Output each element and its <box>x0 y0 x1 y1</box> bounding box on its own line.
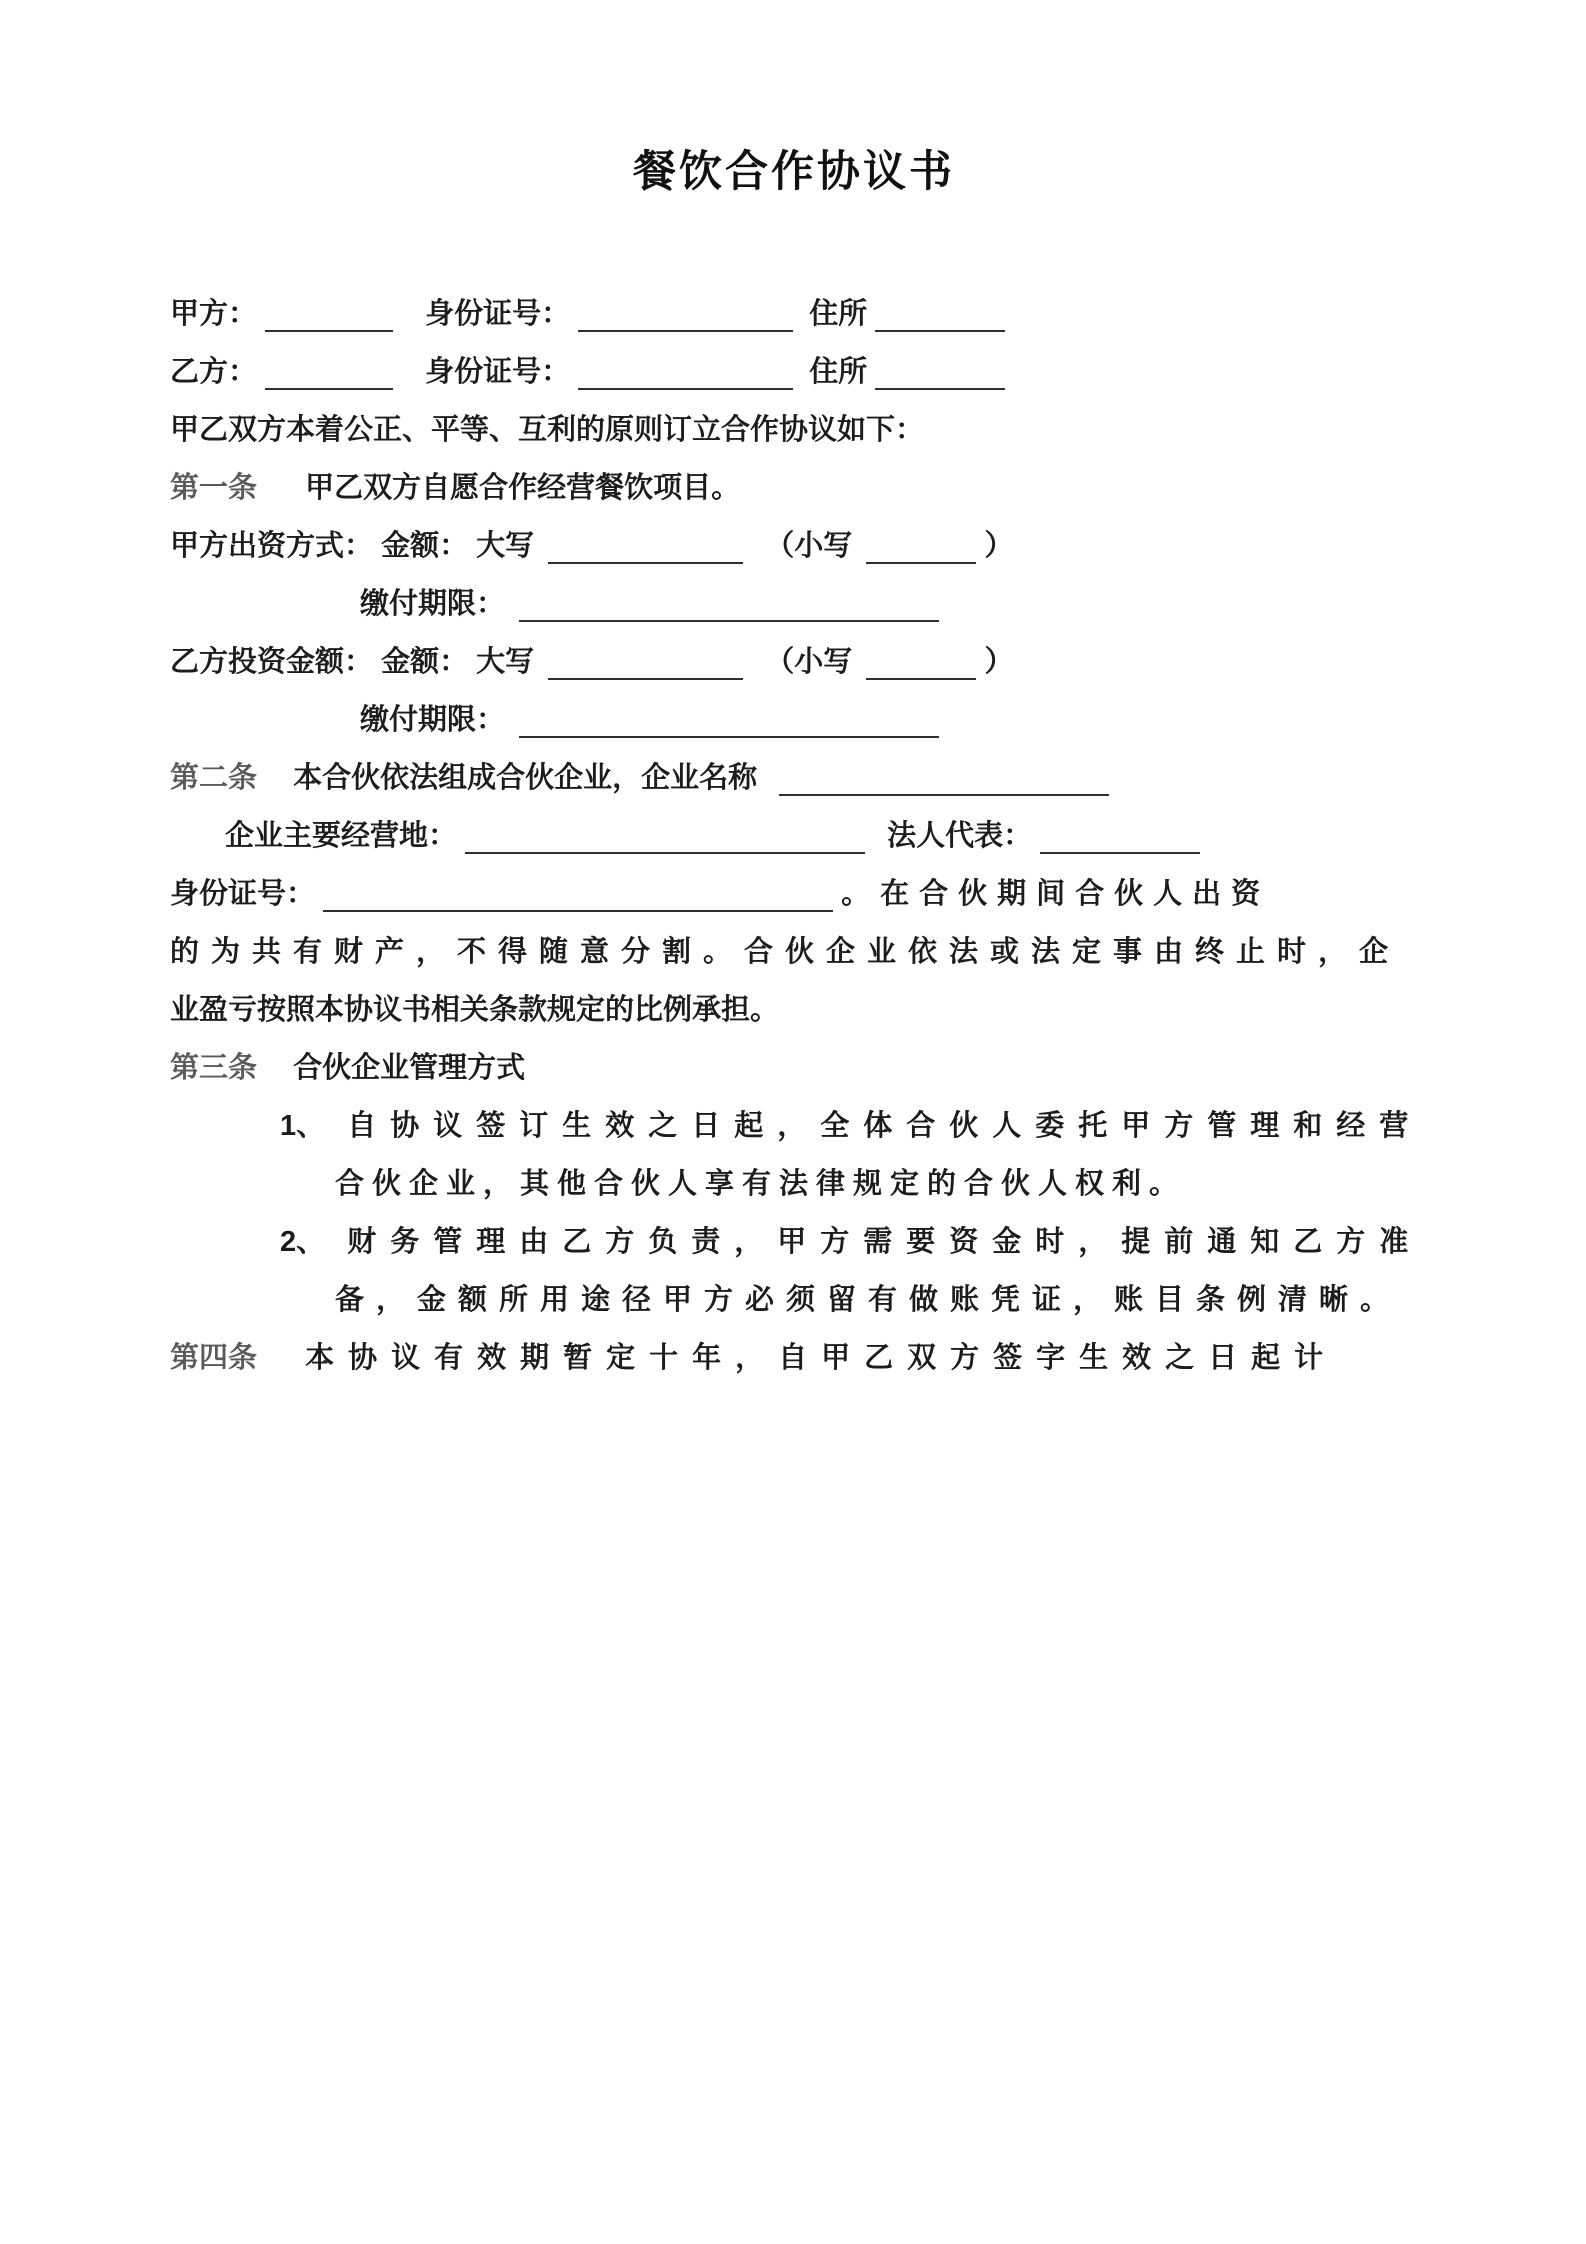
article-2-line-5 <box>170 981 1418 1039</box>
investment-b-words-blank <box>548 638 743 680</box>
article-3-item-1-text-1: 自协议签订生效之日起，全体合伙人委托甲方管理和经营 <box>347 1110 1423 1142</box>
party-b-line <box>170 343 1418 401</box>
investment-b-words-label: 大写 <box>476 646 535 678</box>
article-3-item-1-line-1 <box>170 1097 1423 1155</box>
article-2-line-1 <box>170 749 1418 807</box>
party-b-id-blank <box>578 348 793 390</box>
article-2-id-label: 身份证号： <box>170 878 316 910</box>
article-4-line <box>170 1329 1418 1387</box>
party-a-name-blank <box>265 290 393 332</box>
article-3-item-2-line-1 <box>170 1213 1423 1271</box>
article-3-line <box>170 1039 1418 1097</box>
investment-b-numerals-open: （小写 <box>765 646 853 678</box>
article-3-item-2-number: 2、 <box>280 1226 326 1258</box>
article-3-item-1-line-2 <box>170 1155 1418 1213</box>
investment-a-words-label: 大写 <box>476 530 535 562</box>
article-3-number: 第三条 <box>170 1052 258 1084</box>
article-2-id-blank <box>323 870 833 912</box>
investment-b-deadline-line <box>170 691 1418 749</box>
investment-a-numerals-blank <box>866 522 976 564</box>
article-1-line <box>170 459 1418 517</box>
article-2-text-4: 的为共有财产，不得随意分割。合伙企业依法或法定事由终止时，企 <box>170 936 1401 968</box>
article-2-line-2 <box>170 807 1418 865</box>
party-a-address-label: 住所 <box>809 298 868 330</box>
party-b-id-label: 身份证号： <box>425 356 571 388</box>
intro-text: 甲乙双方本着公正、平等、互利的原则订立合作协议如下： <box>170 414 925 446</box>
party-a-name-label: 甲方： <box>170 298 258 330</box>
party-b-name-label: 乙方： <box>170 356 258 388</box>
investment-a-deadline-line <box>170 575 1418 633</box>
article-2-legal-rep-blank <box>1040 812 1200 854</box>
article-2-line-4 <box>170 923 1418 981</box>
document-title: 餐饮合作协议书 <box>633 148 955 196</box>
investment-a-words-blank <box>548 522 743 564</box>
party-a-line <box>170 285 1418 343</box>
article-1-text: 甲乙双方自愿合作经营餐饮项目。 <box>305 472 741 504</box>
article-3-item-1-text-2: 合伙企业，其他合伙人享有法律规定的合伙人权利。 <box>335 1168 1187 1200</box>
article-2-location-blank <box>465 812 865 854</box>
article-2-number: 第二条 <box>170 762 258 794</box>
investment-b-amount-label: 金额： <box>381 646 469 678</box>
party-a-id-label: 身份证号： <box>425 298 571 330</box>
investment-b-deadline-label: 缴付期限： <box>360 704 506 736</box>
article-2-location-label: 企业主要经营地： <box>225 820 458 852</box>
article-4-number: 第四条 <box>170 1342 258 1374</box>
investment-b-label: 乙方投资金额： <box>170 646 374 678</box>
party-b-address-label: 住所 <box>809 356 868 388</box>
party-a-address-blank <box>875 290 1005 332</box>
article-3-item-2-text-2: 备，金额所用途径甲方必须留有做账凭证，账目条例清晰。 <box>335 1284 1402 1316</box>
article-3-item-2-line-2 <box>170 1271 1418 1329</box>
article-2-text-5: 业盈亏按照本协议书相关条款规定的比例承担。 <box>170 994 780 1026</box>
article-3-item-1-number: 1、 <box>280 1110 326 1142</box>
investment-a-amount-label: 金额： <box>381 530 469 562</box>
article-2-legal-rep-label: 法人代表： <box>887 820 1033 852</box>
investment-a-deadline-label: 缴付期限： <box>360 588 506 620</box>
article-2-company-name-blank <box>779 754 1109 796</box>
investment-a-deadline-blank <box>519 580 939 622</box>
article-1-number: 第一条 <box>170 472 258 504</box>
intro-line <box>170 401 1418 459</box>
party-b-address-blank <box>875 348 1005 390</box>
article-2-text-3: 。在合伙期间合伙人出资 <box>841 878 1271 910</box>
article-2-text-1: 本合伙依法组成合伙企业，企业名称 <box>293 762 758 794</box>
investment-a-numerals-open: （小写 <box>765 530 853 562</box>
article-2-line-3 <box>170 865 1418 923</box>
investment-a-numerals-close: ） <box>984 530 1014 562</box>
party-b-name-blank <box>265 348 393 390</box>
party-a-id-blank <box>578 290 793 332</box>
investment-b-line <box>170 633 1418 691</box>
investment-b-deadline-blank <box>519 696 939 738</box>
investment-a-line <box>170 517 1418 575</box>
article-4-text: 本协议有效期暂定十年，自甲乙双方签字生效之日起计 <box>305 1342 1338 1374</box>
investment-b-numerals-close: ） <box>984 646 1014 678</box>
article-3-title: 合伙企业管理方式 <box>293 1052 526 1084</box>
article-3-item-2-text-1: 财务管理由乙方负责，甲方需要资金时，提前通知乙方准 <box>347 1226 1423 1258</box>
investment-b-numerals-blank <box>866 638 976 680</box>
investment-a-label: 甲方出资方式： <box>170 530 374 562</box>
